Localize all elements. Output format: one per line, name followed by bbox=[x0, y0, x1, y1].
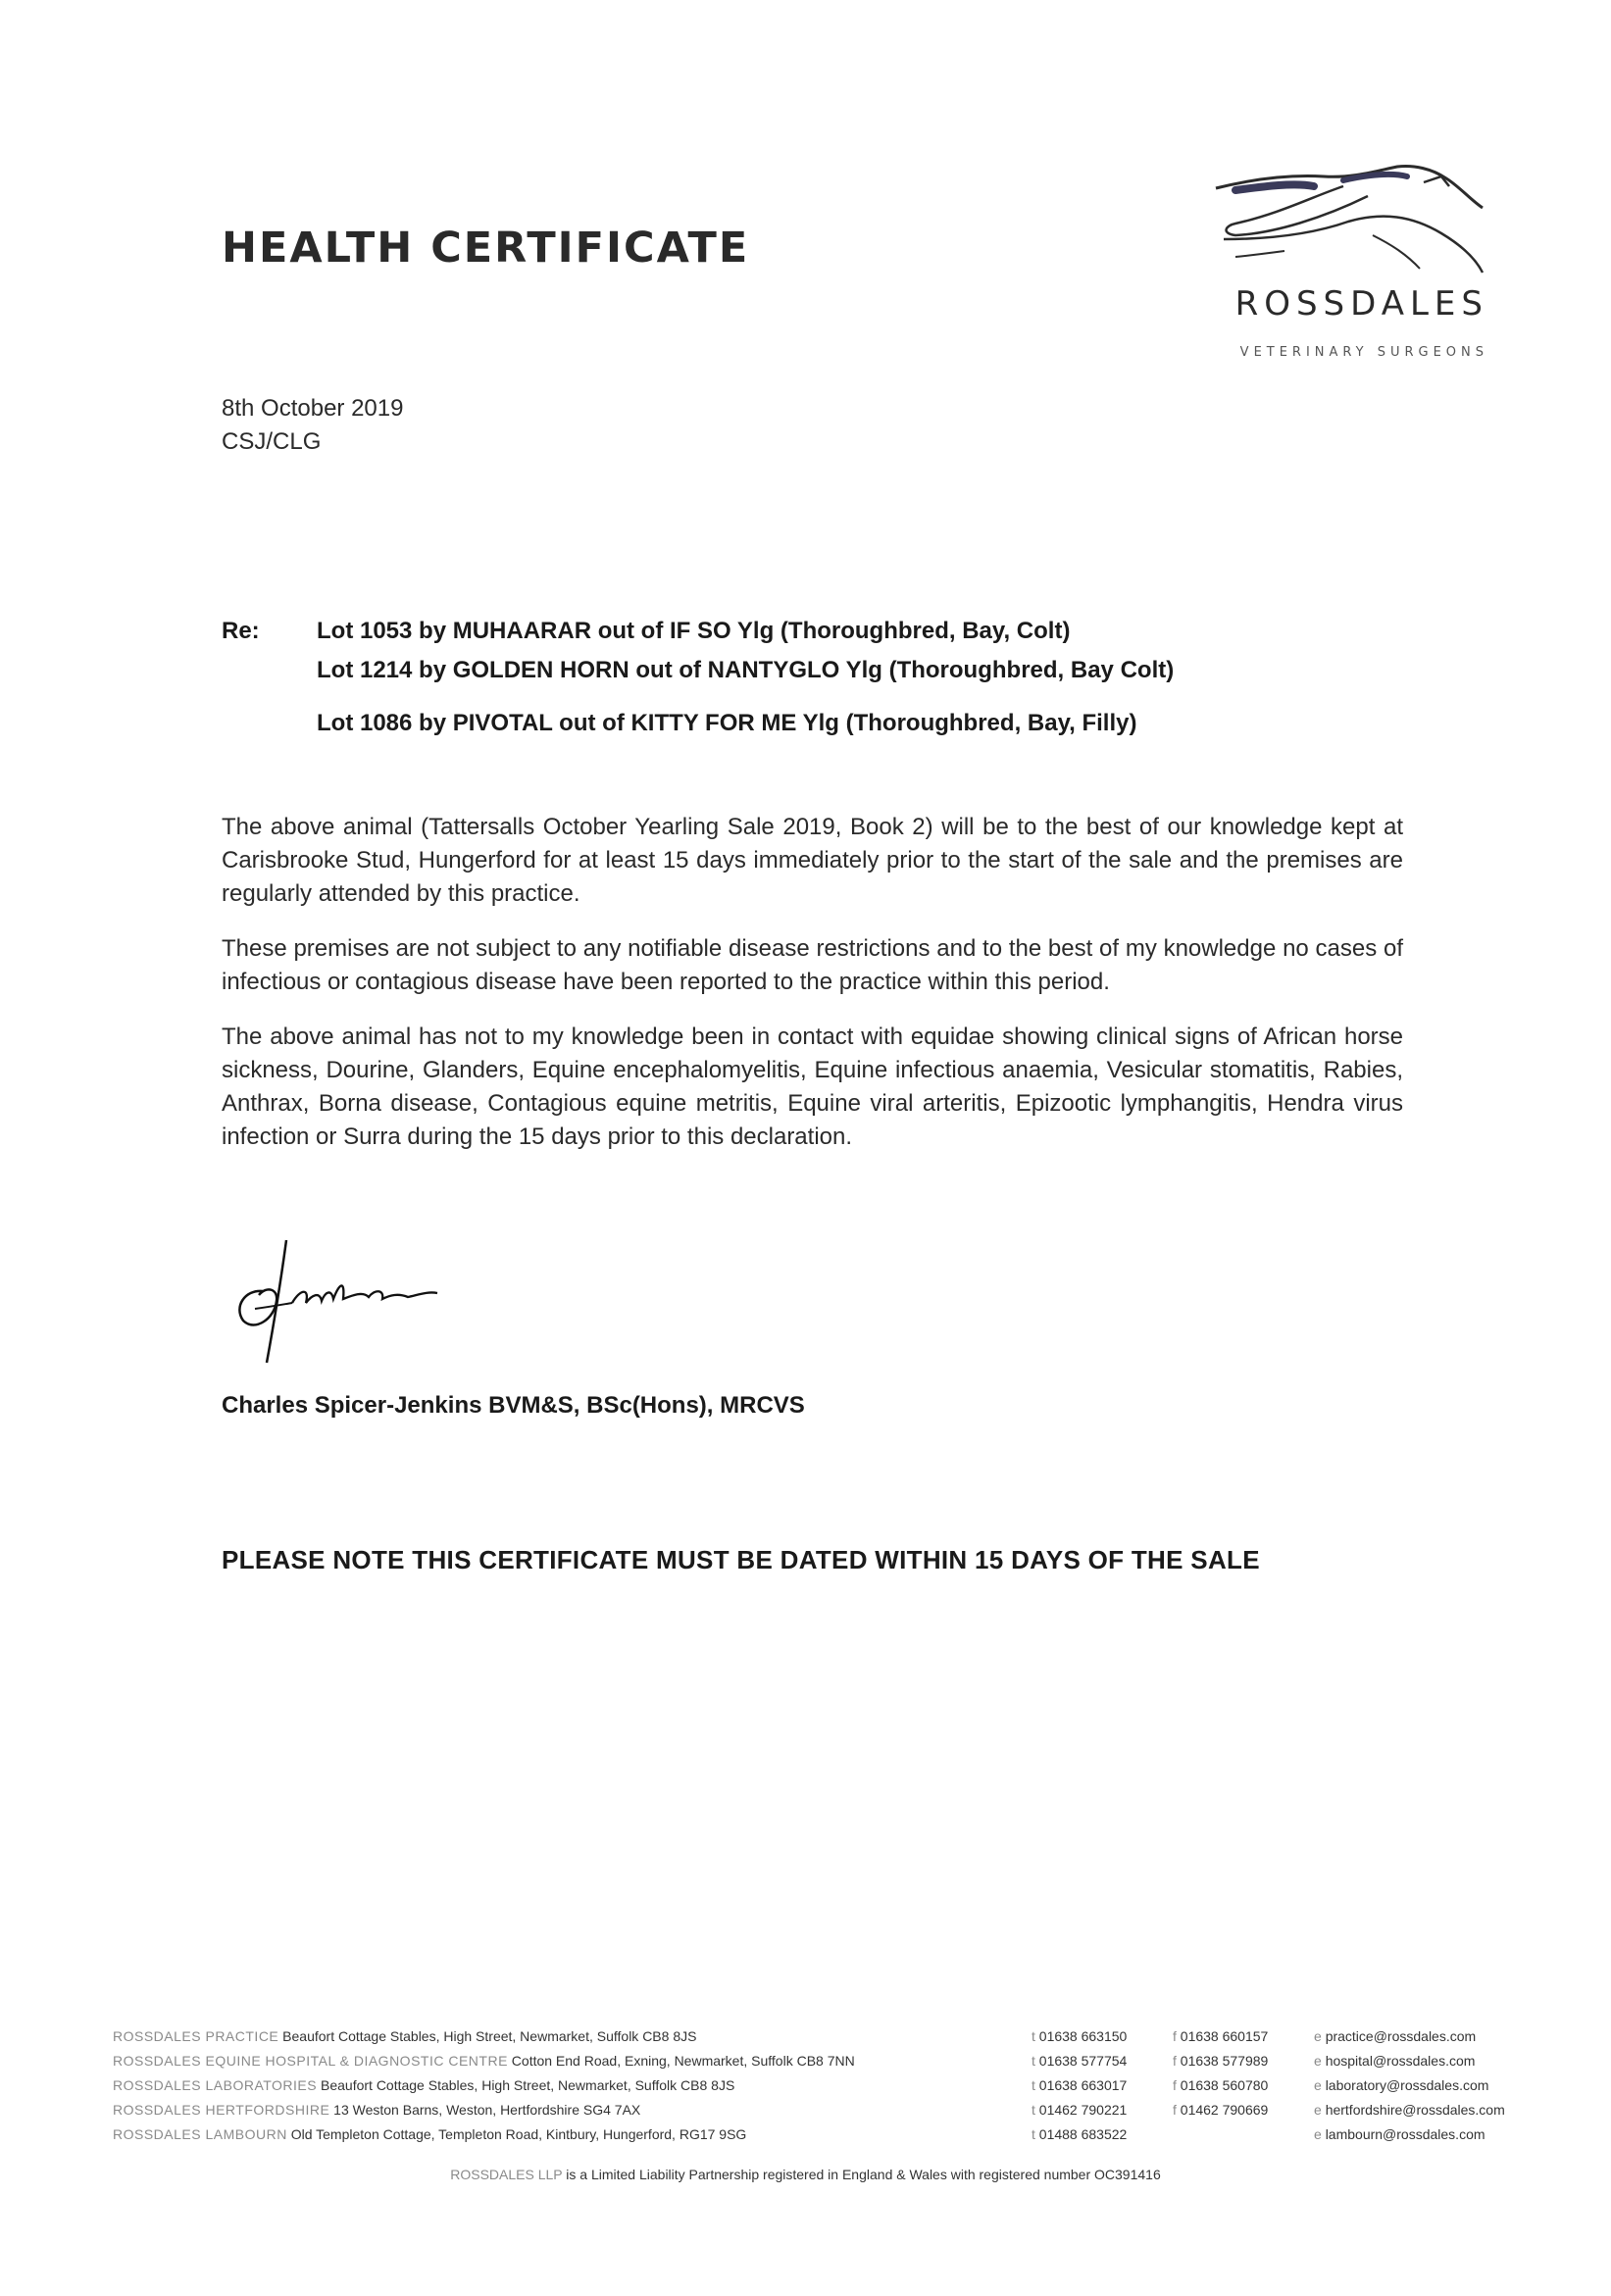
footer-fax: f 01462 790669 bbox=[1173, 2102, 1269, 2118]
footer-office-row bbox=[113, 2025, 696, 2047]
footer-email: e laboratory@rossdales.com bbox=[1314, 2077, 1489, 2093]
paragraph-diseases: The above animal has not to my knowledge been in contact with equidae showing clinical signs of African horse sickness, Dourine, Glanders, Equine encephalomyelitis, Equine infectious anaemia, Vesicular stomatitis, Rabies, Anthrax, Borna disease, Contagious equine metritis, Equine viral arteritis, Epizootic lymphangitis, Hendra virus infection or Surra during the 15 days prior to this declaration. bbox=[222, 1023, 1403, 1150]
lot-line: Lot 1214 by GOLDEN HORN out of NANTYGLO Ylg (Thoroughbred, Bay Colt) bbox=[317, 657, 1175, 683]
galloping-horse-logo-icon bbox=[1196, 157, 1490, 284]
logo-subtitle: VETERINARY SURGEONS bbox=[1239, 345, 1488, 360]
footer-fax: f 01638 660157 bbox=[1173, 2028, 1269, 2044]
office-address: Cotton End Road, Exning, Newmarket, Suffolk CB8 7NN bbox=[511, 2053, 855, 2069]
letter-reference: CSJ/CLG bbox=[222, 428, 322, 455]
office-address: Beaufort Cottage Stables, High Street, Newmarket, Suffolk CB8 8JS bbox=[321, 2077, 735, 2093]
footer-office-row bbox=[113, 2099, 640, 2121]
paragraph-restrictions: These premises are not subject to any notifiable disease restrictions and to the best of my knowledge no cases of infectious or contagious disease have been reported to the practice within this period. bbox=[222, 935, 1403, 995]
paragraph-premises: The above animal (Tattersalls October Yearling Sale 2019, Book 2) will be to the best of our knowledge kept at Carisbrooke Stud, Hungerford for at least 15 days immediately prior to the start of the sale and the premises are regularly attended by this practice. bbox=[222, 814, 1403, 907]
legal-company-name: ROSSDALES LLP bbox=[450, 2167, 563, 2182]
footer-office-row bbox=[113, 2050, 855, 2071]
lot-line: Lot 1086 by PIVOTAL out of KITTY FOR ME Ylg (Thoroughbred, Bay, Filly) bbox=[317, 710, 1137, 736]
footer-email: e lambourn@rossdales.com bbox=[1314, 2126, 1485, 2142]
legal-text: is a Limited Liability Partnership registered in England & Wales with registered number OC391416 bbox=[566, 2167, 1161, 2182]
certificate-title: HEALTH CERTIFICATE bbox=[222, 224, 750, 273]
footer-email: e hertfordshire@rossdales.com bbox=[1314, 2102, 1505, 2118]
footer-office-row bbox=[113, 2123, 746, 2145]
signature bbox=[216, 1230, 451, 1368]
footer-tel: t 01638 577754 bbox=[1032, 2053, 1128, 2069]
dating-notice: PLEASE NOTE THIS CERTIFICATE MUST BE DATED WITHIN 15 DAYS OF THE SALE bbox=[222, 1545, 1260, 1574]
office-name: ROSSDALES PRACTICE bbox=[113, 2028, 279, 2044]
lot-line: Lot 1053 by MUHAARAR out of IF SO Ylg (Thoroughbred, Bay, Colt) bbox=[317, 618, 1071, 644]
office-address: Old Templeton Cottage, Templeton Road, Kintbury, Hungerford, RG17 9SG bbox=[290, 2126, 747, 2142]
letter-date: 8th October 2019 bbox=[222, 395, 404, 422]
footer-office-row bbox=[113, 2074, 734, 2096]
letter-header bbox=[222, 392, 403, 459]
footer-tel: t 01488 683522 bbox=[1032, 2126, 1128, 2142]
re-label: Re: bbox=[222, 618, 260, 644]
footer-tel: t 01638 663017 bbox=[1032, 2077, 1128, 2093]
office-name: ROSSDALES HERTFORDSHIRE bbox=[113, 2102, 330, 2118]
footer-fax: f 01638 560780 bbox=[1173, 2077, 1269, 2093]
logo-wordmark: ROSSDALES bbox=[1234, 284, 1488, 324]
rossdales-logo bbox=[1177, 157, 1500, 373]
footer-email: e practice@rossdales.com bbox=[1314, 2028, 1477, 2044]
office-name: ROSSDALES EQUINE HOSPITAL & DIAGNOSTIC CENTRE bbox=[113, 2053, 508, 2069]
handwritten-signature-icon bbox=[216, 1230, 451, 1368]
footer-fax: f 01638 577989 bbox=[1173, 2053, 1269, 2069]
office-name: ROSSDALES LABORATORIES bbox=[113, 2077, 318, 2093]
office-name: ROSSDALES LAMBOURN bbox=[113, 2126, 287, 2142]
footer-email: e hospital@rossdales.com bbox=[1314, 2053, 1476, 2069]
footer-tel: t 01638 663150 bbox=[1032, 2028, 1128, 2044]
legal-notice bbox=[0, 2167, 1611, 2182]
footer-tel: t 01462 790221 bbox=[1032, 2102, 1128, 2118]
office-address: Beaufort Cottage Stables, High Street, Newmarket, Suffolk CB8 8JS bbox=[282, 2028, 697, 2044]
signer-name: Charles Spicer-Jenkins BVM&S, BSc(Hons), MRCVS bbox=[222, 1392, 805, 1419]
office-address: 13 Weston Barns, Weston, Hertfordshire SG4 7AX bbox=[333, 2102, 641, 2118]
